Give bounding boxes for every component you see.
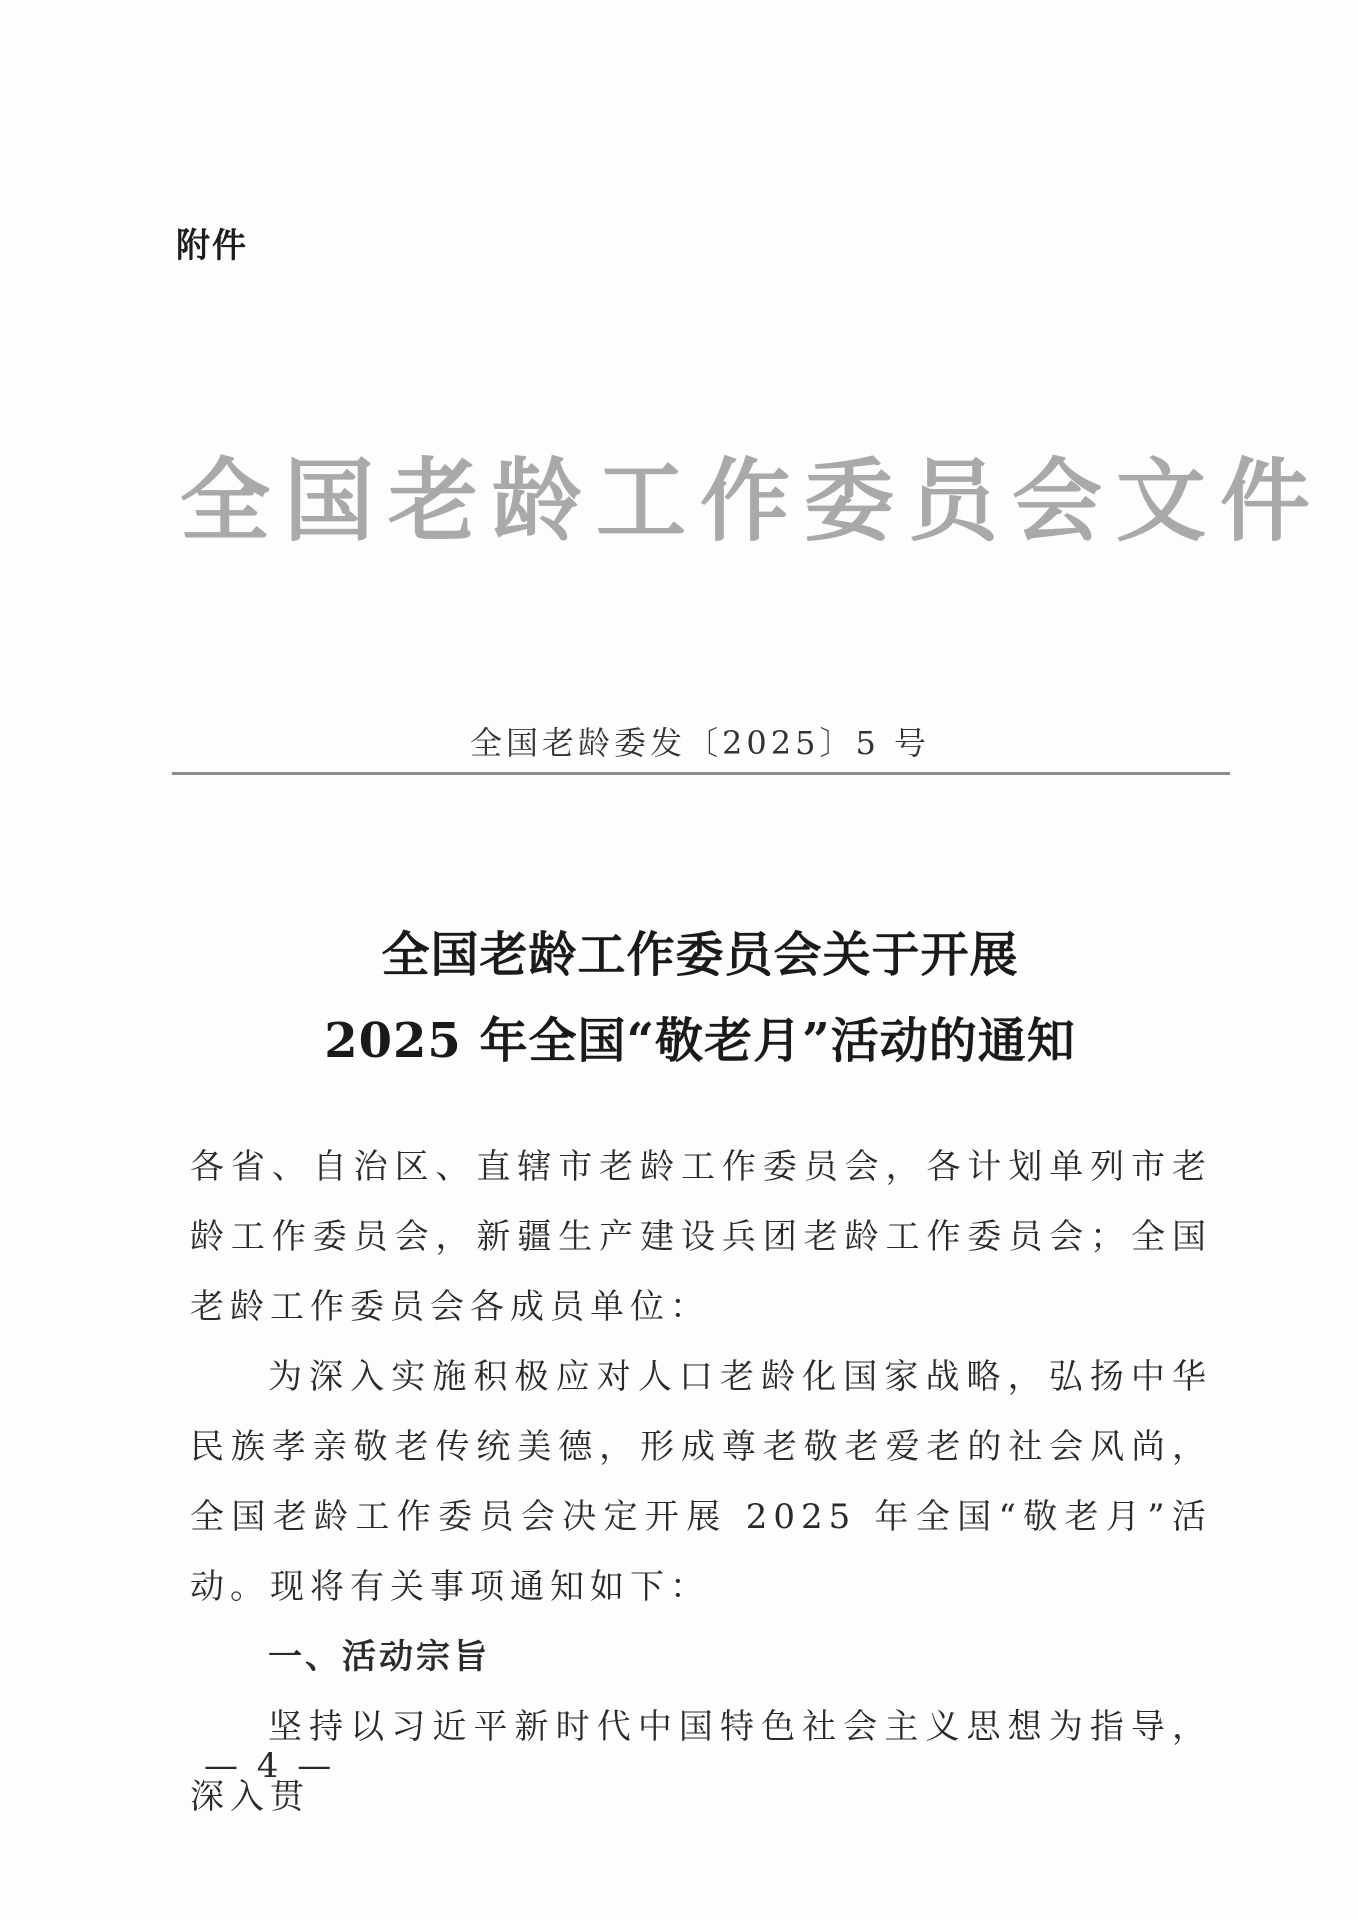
document-title bbox=[170, 912, 1230, 1084]
document-body bbox=[190, 1132, 1212, 1832]
section-paragraph: 坚持以习近平新时代中国特色社会主义思想为指导，深入贯 bbox=[190, 1707, 1212, 1817]
attachment-label: 附件 bbox=[176, 226, 248, 266]
document-number: 全国老龄委发〔2025〕5 号 bbox=[470, 724, 930, 762]
section-heading: 一、活动宗旨 bbox=[268, 1637, 490, 1677]
page-number: — 4 — bbox=[204, 1746, 336, 1786]
title-line-2: 2025 年全国“敬老月”活动的通知 bbox=[324, 1013, 1076, 1069]
masthead-divider bbox=[172, 772, 1230, 775]
masthead: 全国老龄工作委员会文件 bbox=[180, 448, 1324, 554]
title-line-1: 全国老龄工作委员会关于开展 bbox=[381, 927, 1019, 983]
intro-paragraph: 为深入实施积极应对人口老龄化国家战略，弘扬中华民族孝亲敬老传统美德，形成尊老敬老爱老的社会风尚，全国老龄工作委员会决定开展 2025 年全国“敬老月”活动。现将有关事项通知如下： bbox=[190, 1357, 1212, 1607]
addressee-paragraph: 各省、自治区、直辖市老龄工作委员会，各计划单列市老龄工作委员会，新疆生产建设兵团老龄工作委员会；全国老龄工作委员会各成员单位： bbox=[190, 1147, 1212, 1327]
